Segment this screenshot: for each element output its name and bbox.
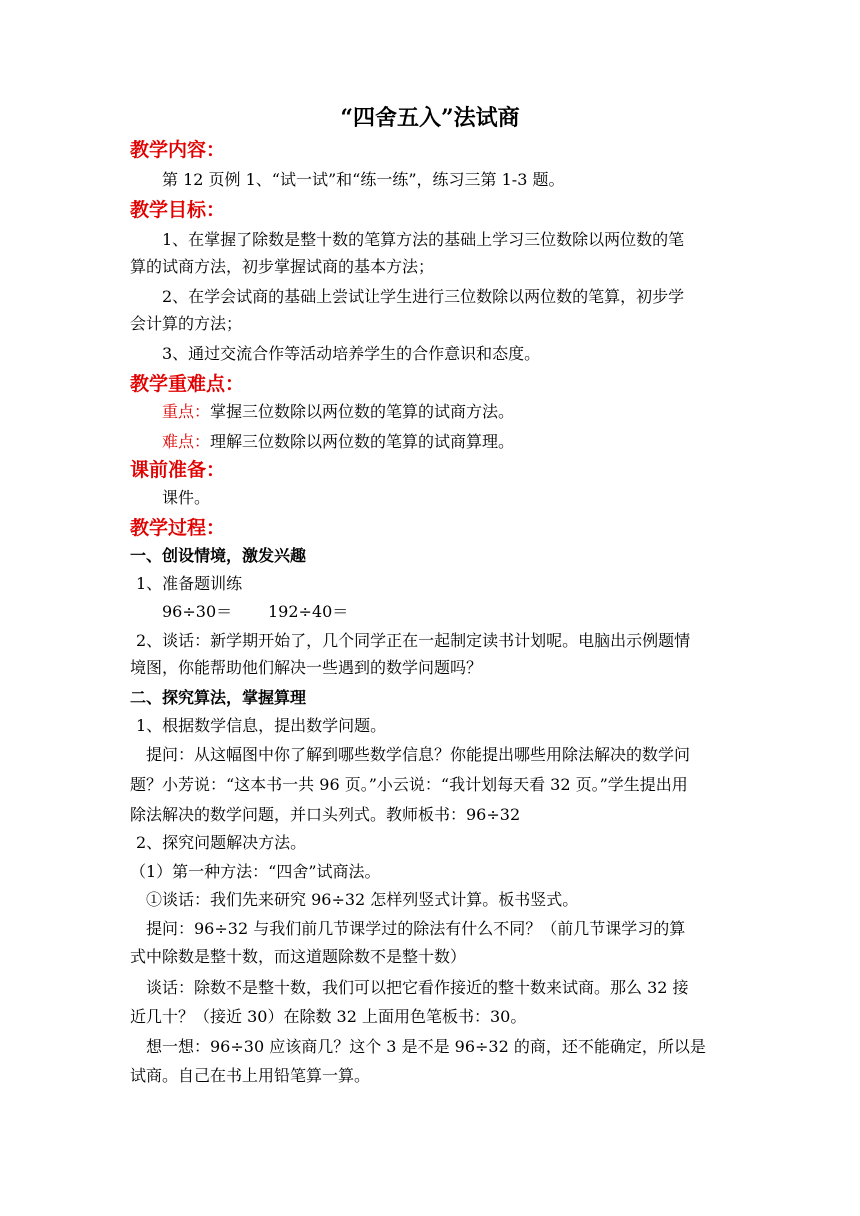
goal-1-line-1: 1、在掌握了除数是整十数的笔算方法的基础上学习三位数除以两位数的笔	[162, 230, 685, 249]
question-1-line-2: 题？小芳说：“这本书一共 96 页。”小云说：“我计划每天看 32 页。”学生提出用	[130, 775, 688, 794]
heading-process: 教学过程：	[130, 517, 226, 539]
section-2-title: 二、探究算法，掌握算理	[130, 688, 307, 707]
question-2-line-1: 提问：96÷32 与我们前几节课学过的除法有什么不同？（前几节课学习的算	[146, 919, 686, 938]
talk-2-line-2: 近几十？（接近 30）在除数 32 上面用色笔板书：30。	[130, 1007, 527, 1026]
section-1-item-1: 1、准备题训练	[136, 574, 243, 593]
equation-1: 96÷30＝	[162, 602, 233, 621]
section-1-item-2-line-2: 境图，你能帮助他们解决一些遇到的数学问题吗？	[130, 658, 483, 677]
section-1-title: 一、创设情境，激发兴趣	[130, 546, 307, 565]
equation-2: 192÷40＝	[268, 602, 349, 621]
goal-3: 3、通过交流合作等活动培养学生的合作意识和态度。	[162, 344, 541, 363]
heading-prep: 课前准备：	[130, 459, 226, 481]
content-line: 第 12 页例 1、“试一试”和“练一练”，练习三第 1-3 题。	[162, 170, 565, 189]
page-title: “四舍五入”法试商	[340, 105, 520, 131]
question-1-line-1: 提问：从这幅图中你了解到哪些数学信息？你能提出哪些用除法解决的数学问	[146, 745, 691, 764]
question-2-line-2: 式中除数是整十数，而这道题除数不是整十数）	[130, 947, 467, 966]
think-line-1: 想一想：96÷30 应该商几？这个 3 是不是 96÷32 的商，还不能确定，所以是	[146, 1037, 706, 1056]
question-1-line-3: 除法解决的数学问题，并口头列式。教师板书：96÷32	[130, 805, 521, 824]
heading-keypoints: 教学重难点：	[130, 373, 245, 395]
method-1-title: （1）第一种方法：“四舍”试商法。	[130, 862, 381, 881]
section-1-item-2-line-1: 2、谈话：新学期开始了，几个同学正在一起制定读书计划呢。电脑出示例题情	[136, 631, 691, 650]
heading-content: 教学内容：	[130, 139, 226, 161]
heading-goals: 教学目标：	[130, 199, 226, 221]
section-2-item-1: 1、根据数学信息，提出数学问题。	[136, 716, 387, 735]
difficult-text: 理解三位数除以两位数的笔算的试商算理。	[210, 432, 515, 451]
key-point	[162, 402, 514, 422]
difficult-label: 难点：	[162, 432, 211, 451]
section-2-item-2: 2、探究问题解决方法。	[136, 833, 307, 852]
talk-2-line-1: 谈话：除数不是整十数，我们可以把它看作接近的整十数来试商。那么 32 接	[146, 978, 689, 997]
talk-1: ①谈话：我们先来研究 96÷32 怎样列竖式计算。板书竖式。	[146, 890, 579, 909]
key-text: 掌握三位数除以两位数的笔算的试商方法。	[210, 402, 515, 421]
difficult-point	[162, 432, 514, 452]
goal-2-line-2: 会计算的方法；	[130, 314, 243, 333]
goal-2-line-1: 2、在学会试商的基础上尝试让学生进行三位数除以两位数的笔算，初步学	[162, 287, 685, 306]
prep-text: 课件。	[162, 488, 211, 507]
goal-1-line-2: 算的试商方法，初步掌握试商的基本方法；	[130, 257, 435, 276]
key-label: 重点：	[162, 402, 211, 421]
think-line-2: 试商。自己在书上用铅笔算一算。	[130, 1066, 371, 1085]
